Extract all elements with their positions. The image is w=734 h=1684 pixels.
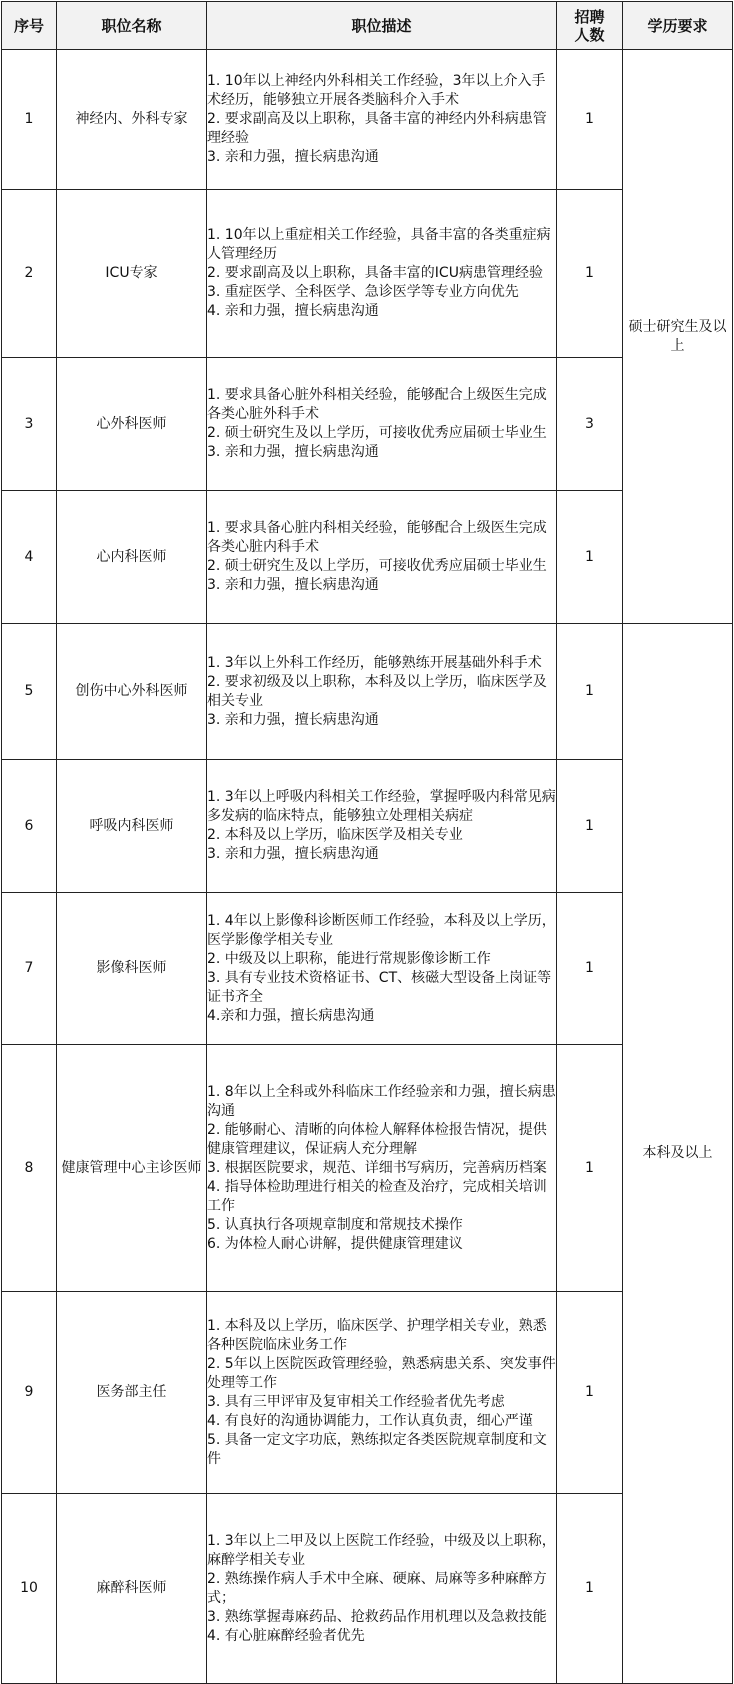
header-count-text: 招聘人数	[574, 7, 605, 44]
hire-count: 3	[557, 358, 623, 491]
position-description	[207, 624, 557, 760]
description-line: 1. 3年以上外科工作经历，能够熟练开展基础外科手术	[207, 654, 542, 671]
hire-count: 1	[557, 760, 623, 893]
job-table	[1, 1, 733, 1684]
header-position: 职位名称	[57, 2, 207, 50]
position-name: 神经内、外科专家	[57, 50, 207, 190]
row-number: 7	[2, 893, 57, 1045]
description-line: 4. 指导体检助理进行相关的检查及治疗，完成相关培训工作	[207, 1178, 547, 1214]
row-number: 2	[2, 190, 57, 358]
hire-count: 1	[557, 1045, 623, 1292]
description-line: 1. 10年以上重症相关工作经验，具备丰富的各类重症病人管理经历	[207, 227, 551, 262]
position-description	[207, 760, 557, 893]
description-line: 1. 要求具备心脏内科相关经验，能够配合上级医生完成各类心脏内科手术	[207, 520, 547, 555]
hire-count: 1	[557, 624, 623, 760]
row-number: 5	[2, 624, 57, 760]
position-description	[207, 1045, 557, 1292]
description-line: 3. 亲和力强，擅长病患沟通	[207, 149, 379, 165]
row-number: 4	[2, 491, 57, 624]
description-line: 2. 能够耐心、清晰的向体检人解释体检报告情况，提供健康管理建议，保证病人充分理解	[207, 1121, 547, 1157]
description-line: 3. 具有专业技术资格证书、CT、核磁大型设备上岗证等证书齐全	[207, 969, 552, 1005]
hire-count: 1	[557, 1292, 623, 1494]
description-line: 4. 有良好的沟通协调能力，工作认真负责，细心严谨	[207, 1412, 533, 1429]
row-number: 6	[2, 760, 57, 893]
table-row	[2, 624, 733, 760]
position-name: 影像科医师	[57, 893, 207, 1045]
position-name: 健康管理中心主诊医师	[57, 1045, 207, 1292]
description-line: 2. 要求副高及以上职称，具备丰富的ICU病患管理经验	[207, 265, 543, 281]
row-number: 3	[2, 358, 57, 491]
description-line: 1. 3年以上呼吸内科相关工作经验，掌握呼吸内科常见病多发病的临床特点，能够独立处理相关病症	[207, 789, 556, 824]
description-line: 3. 根据医院要求，规范、详细书写病历，完善病历档案	[207, 1159, 547, 1176]
header-count	[557, 2, 623, 50]
hire-count: 1	[557, 893, 623, 1045]
description-line: 4. 有心脏麻醉经验者优先	[207, 1627, 365, 1644]
description-line: 1. 8年以上全科或外科临床工作经验亲和力强，擅长病患沟通	[207, 1083, 556, 1119]
description-line: 1. 本科及以上学历，临床医学、护理学相关专业，熟悉各种医院临床业务工作	[207, 1317, 547, 1353]
description-line: 1. 3年以上二甲及以上医院工作经验，中级及以上职称，麻醉学相关专业	[207, 1532, 556, 1568]
position-name: 创伤中心外科医师	[57, 624, 207, 760]
hire-count: 1	[557, 491, 623, 624]
table-row	[2, 50, 733, 190]
position-name: 心外科医师	[57, 358, 207, 491]
education-requirement: 硕士研究生及以上	[623, 50, 733, 624]
position-description	[207, 190, 557, 358]
position-name: ICU专家	[57, 190, 207, 358]
position-description	[207, 358, 557, 491]
description-line: 5. 认真执行各项规章制度和常规技术操作	[207, 1216, 463, 1233]
description-line: 4.亲和力强，擅长病患沟通	[207, 1007, 375, 1024]
description-line: 3. 亲和力强，擅长病患沟通	[207, 577, 379, 593]
description-line: 2. 要求副高及以上职称，具备丰富的神经内外科病患管理经验	[207, 111, 547, 146]
description-line: 5. 具备一定文字功底，熟练拟定各类医院规章制度和文件	[207, 1431, 547, 1467]
description-line: 2. 要求初级及以上职称，本科及以上学历，临床医学及相关专业	[207, 673, 547, 709]
description-line: 1. 要求具备心脏外科相关经验，能够配合上级医生完成各类心脏外科手术	[207, 387, 547, 422]
position-name: 医务部主任	[57, 1292, 207, 1494]
description-line: 3. 熟练掌握毒麻药品、抢救药品作用机理以及急救技能	[207, 1608, 547, 1625]
position-description	[207, 1292, 557, 1494]
position-description	[207, 1494, 557, 1684]
header-description: 职位描述	[207, 2, 557, 50]
description-line: 2. 熟练操作病人手术中全麻、硬麻、局麻等多种麻醉方式；	[207, 1570, 547, 1606]
description-line: 3. 亲和力强，擅长病患沟通	[207, 711, 379, 728]
description-line: 3. 亲和力强，擅长病患沟通	[207, 444, 379, 460]
description-line: 3. 亲和力强，擅长病患沟通	[207, 846, 379, 862]
hire-count: 1	[557, 50, 623, 190]
header-education: 学历要求	[623, 2, 733, 50]
description-line: 2. 硕士研究生及以上学历，可接收优秀应届硕士毕业生	[207, 558, 547, 574]
hire-count: 1	[557, 1494, 623, 1684]
row-number: 8	[2, 1045, 57, 1292]
row-number: 1	[2, 50, 57, 190]
description-line: 2. 5年以上医院医政管理经验，熟悉病患关系、突发事件处理等工作	[207, 1355, 556, 1391]
description-line: 3. 具有三甲评审及复审相关工作经验者优先考虑	[207, 1393, 505, 1410]
education-requirement: 本科及以上	[623, 624, 733, 1684]
header-no: 序号	[2, 2, 57, 50]
position-description	[207, 893, 557, 1045]
description-line: 3. 重症医学、全科医学、急诊医学等专业方向优先	[207, 284, 519, 300]
description-line: 1. 10年以上神经内外科相关工作经验，3年以上介入手术经历，能够独立开展各类脑科介入手术	[207, 73, 546, 108]
description-line: 2. 本科及以上学历，临床医学及相关专业	[207, 827, 463, 843]
position-name: 呼吸内科医师	[57, 760, 207, 893]
row-number: 10	[2, 1494, 57, 1684]
position-description	[207, 491, 557, 624]
description-line: 2. 硕士研究生及以上学历，可接收优秀应届硕士毕业生	[207, 425, 547, 441]
row-number: 9	[2, 1292, 57, 1494]
position-name: 心内科医师	[57, 491, 207, 624]
position-name: 麻醉科医师	[57, 1494, 207, 1684]
position-description	[207, 50, 557, 190]
header-row	[2, 2, 733, 50]
hire-count: 1	[557, 190, 623, 358]
description-line: 2. 中级及以上职称，能进行常规影像诊断工作	[207, 950, 491, 967]
description-line: 6. 为体检人耐心讲解，提供健康管理建议	[207, 1235, 463, 1252]
description-line: 1. 4年以上影像科诊断医师工作经验，本科及以上学历，医学影像学相关专业	[207, 912, 556, 948]
description-line: 4. 亲和力强，擅长病患沟通	[207, 303, 379, 319]
